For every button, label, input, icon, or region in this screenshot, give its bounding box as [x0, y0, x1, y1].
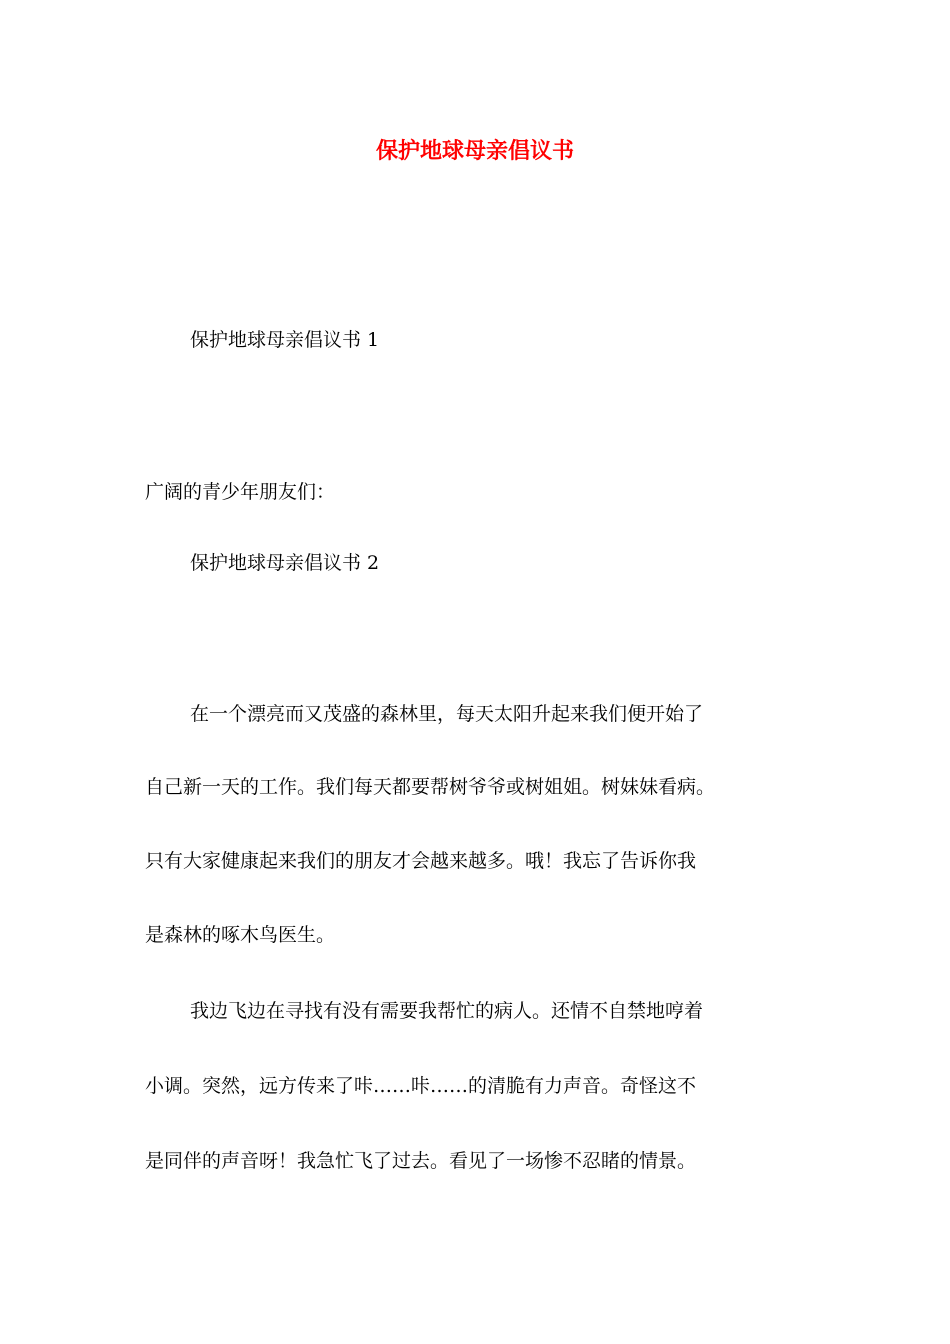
- paragraph-2-line-1: 我边飞边在寻找有没有需要我帮忙的病人。还情不自禁地哼着: [190, 1000, 704, 1022]
- paragraph-2-line-2: 小调。突然，远方传来了咔……咔……的清脆有力声音。奇怪这不: [145, 1075, 697, 1097]
- paragraph-1-line-2: 自己新一天的工作。我们每天都要帮树爷爷或树姐姐。树妹妹看病。: [145, 776, 716, 798]
- section-heading-1: 保护地球母亲倡议书 1: [190, 329, 380, 351]
- salutation: 广阔的青少年朋友们：: [145, 481, 336, 503]
- document-title: 保护地球母亲倡议书: [375, 138, 574, 164]
- paragraph-1-line-4: 是森林的啄木鸟医生。: [145, 924, 336, 946]
- section-heading-2: 保护地球母亲倡议书 2: [190, 552, 380, 574]
- paragraph-2-line-3: 是同伴的声音呀！我急忙飞了过去。看见了一场惨不忍睹的情景。: [145, 1150, 697, 1172]
- paragraph-1-line-3: 只有大家健康起来我们的朋友才会越来越多。哦！我忘了告诉你我: [145, 850, 697, 872]
- paragraph-1-line-1: 在一个漂亮而又茂盛的森林里，每天太阳升起来我们便开始了: [190, 703, 704, 725]
